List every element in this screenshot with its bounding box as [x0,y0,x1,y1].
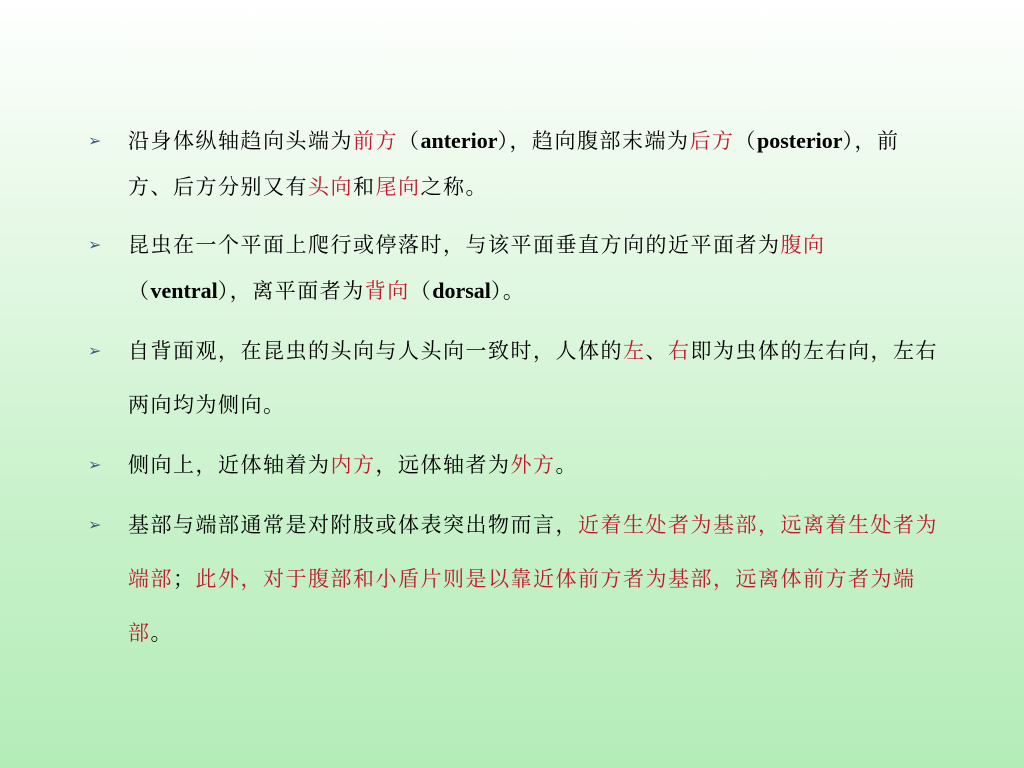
text-segment: ），离平面者为 [217,279,365,303]
highlight-definition-basal-apical: 近着生处者为基部，远离着生处者为端部 [128,513,938,591]
text-segment: 基部与端部通常是对附肢或体表突出物而言， [128,513,578,537]
arrow-bullet-icon: ➢ [88,235,102,254]
text-segment: 昆虫在一个平面上爬行或停落时，与该平面垂直方向的近平面者为 [128,233,781,257]
highlight-term-dorsal: 背向 [364,279,410,303]
text-segment: （ [398,129,421,153]
text-segment: 之称。 [420,175,488,199]
text-segment: ）。 [490,279,526,303]
text-segment: ），前方、后方分别又有 [128,129,900,199]
text-segment: 即为虫体的左右向，左右两向均为侧向。 [128,339,938,417]
arrow-bullet-icon: ➢ [88,341,102,360]
highlight-term-ventral: 腹向 [780,233,826,257]
highlight-term-caudad: 尾向 [375,175,421,199]
text-segment: ，远体轴者为 [375,453,511,477]
bullet-item-mesal-lateral [88,438,938,492]
text-segment: ），趋向腹部末端为 [497,129,690,153]
bullet-item-ventral-dorsal [88,222,938,314]
text-segment: （ [734,129,757,153]
bullet-list [88,118,938,660]
arrow-bullet-icon: ➢ [88,455,102,474]
text-segment: 。 [150,621,173,645]
text-segment: 、 [645,339,668,363]
highlight-term-cephalad: 头向 [308,175,353,199]
text-segment: 。 [555,453,578,477]
latin-term-ventral: ventral [150,278,218,303]
highlight-term-posterior: 后方 [689,129,735,153]
text-segment: 和 [353,175,376,199]
latin-term-posterior: posterior [756,128,843,153]
text-segment: （ [128,279,151,303]
highlight-definition-abdomen-scutellum: 此外，对于腹部和小盾片则是以靠近体前方者为基部，远离体前方者为端部 [128,567,916,645]
text-segment: 自背面观，在昆虫的头向与人头向一致时，人体的 [128,339,623,363]
arrow-bullet-icon: ➢ [88,131,102,150]
highlight-term-anterior: 前方 [353,129,398,153]
bullet-item-left-right [88,324,938,432]
highlight-term-right: 右 [668,339,691,363]
highlight-term-mesal: 内方 [330,453,376,477]
arrow-bullet-icon: ➢ [88,515,102,534]
text-segment: （ [409,279,433,303]
latin-term-anterior: anterior [420,128,498,153]
bullet-item-anterior-posterior [88,118,938,210]
text-segment: ； [173,567,196,591]
highlight-term-lateral: 外方 [510,453,556,477]
bullet-item-basal-apical [88,498,938,660]
highlight-term-left: 左 [623,339,646,363]
text-segment: 侧向上，近体轴着为 [128,453,331,477]
text-segment: 沿身体纵轴趋向头端为 [128,129,353,153]
latin-term-dorsal: dorsal [432,278,491,303]
